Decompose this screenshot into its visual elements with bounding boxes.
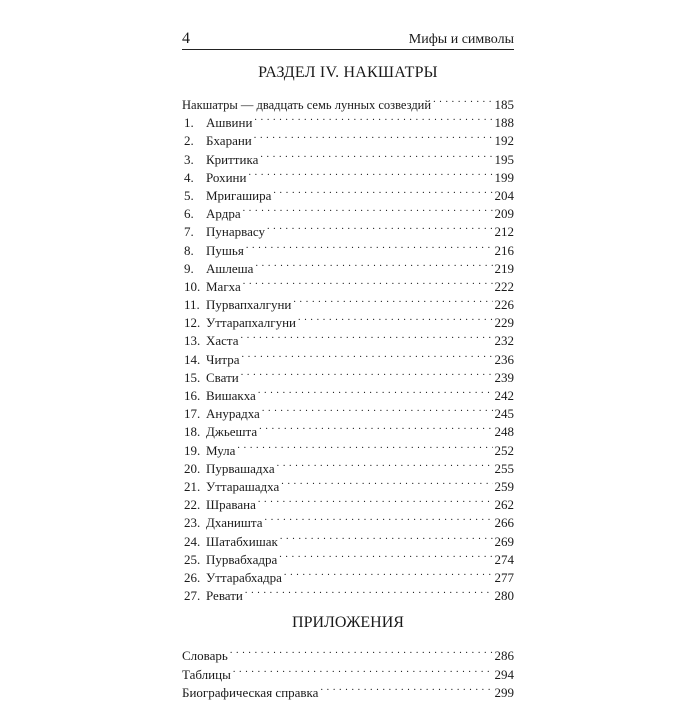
- toc-entry-page: 262: [494, 497, 514, 513]
- toc-entry-page: 277: [494, 569, 514, 585]
- running-title: Мифы и символы: [408, 32, 514, 47]
- toc-entry-page: 252: [494, 442, 514, 458]
- toc-entry-title: Мригашира: [206, 187, 272, 203]
- toc-entry-number: 13.: [184, 333, 201, 349]
- toc-entry-title: Хаста: [206, 333, 239, 349]
- toc-entry-label: [182, 169, 246, 187]
- toc-entry-page: 236: [494, 351, 514, 367]
- toc-entry-number: 15.: [184, 369, 201, 385]
- toc-entry-label: [182, 351, 240, 369]
- toc-entry-page: 280: [494, 588, 514, 604]
- toc-entry-page: 242: [494, 388, 514, 403]
- toc-entry-title: Уттарашадха: [206, 478, 280, 494]
- toc-entry-label: [182, 647, 228, 666]
- toc-entry-title: Дханишта: [206, 515, 263, 531]
- leader-dots: [433, 91, 492, 109]
- toc-entry-number: 3.: [184, 151, 194, 167]
- toc-entry-title: Мула: [206, 442, 236, 458]
- toc-entry-intro: [182, 91, 514, 112]
- toc-entry-label: [182, 205, 241, 223]
- toc-entry-number: 26.: [184, 569, 201, 585]
- leader-dots: [273, 182, 492, 200]
- leader-dots: [260, 146, 492, 164]
- toc-entry-label: [182, 132, 252, 150]
- toc-entry-number: 17.: [184, 406, 201, 422]
- toc-entry-title: Магха: [206, 278, 241, 294]
- toc-entry-title: Пурвапхалгуни: [206, 297, 292, 313]
- toc-entry-label: [182, 114, 252, 132]
- toc-entry-number: 27.: [184, 588, 201, 604]
- toc-entry-number: 11.: [184, 297, 200, 313]
- toc-entry-page: 248: [494, 424, 514, 440]
- toc-entry-number: 10.: [184, 278, 201, 294]
- toc-entry-number: 21.: [184, 478, 201, 494]
- toc-entry-number: 9.: [184, 260, 194, 276]
- toc-entry-page: 209: [494, 206, 514, 222]
- toc-entry-label: [182, 278, 241, 296]
- toc-entry-page: 299: [494, 685, 514, 701]
- toc-entry-title: Таблицы: [182, 666, 231, 682]
- toc-entry-label: [182, 460, 275, 478]
- toc-entry-title: Джьешта: [206, 424, 258, 440]
- leader-dots: [258, 382, 493, 400]
- leader-dots: [298, 309, 493, 327]
- toc-entry-label: [182, 387, 256, 405]
- leader-dots: [243, 273, 493, 291]
- toc-entry-number: 25.: [184, 551, 201, 567]
- toc-entry-title: Свати: [206, 369, 239, 385]
- toc-entry-title: Рохини: [206, 169, 247, 185]
- toc-entry-number: 24.: [184, 533, 201, 549]
- running-header: [182, 28, 514, 50]
- appendix-title: ПРИЛОЖЕНИЯ: [292, 614, 404, 632]
- appendix-items: [182, 642, 514, 701]
- leader-dots: [293, 291, 492, 309]
- toc-entry-number: 6.: [184, 206, 194, 222]
- toc-entry-label: [182, 442, 235, 460]
- toc-entry-title: Пурвабхадра: [206, 551, 278, 567]
- toc-entry-number: 16.: [184, 388, 201, 403]
- leader-dots: [320, 679, 492, 697]
- toc-entry-number: 22.: [184, 497, 201, 513]
- toc-entry-label: [182, 405, 260, 423]
- toc-entry-title: Анурадха: [206, 406, 260, 422]
- toc-entry-label: [182, 242, 244, 260]
- toc-entry-number: 5.: [184, 187, 194, 203]
- toc-entry-page: 232: [494, 333, 514, 349]
- toc-entry-title: Биографическая справка: [182, 685, 319, 701]
- toc-entry-page: 294: [494, 666, 514, 682]
- toc-entry-page: 185: [494, 97, 514, 112]
- toc-entry-page: 245: [494, 406, 514, 422]
- toc-entry-label: [182, 151, 258, 169]
- page-number: 4: [182, 30, 190, 47]
- toc-entry-label: [182, 684, 318, 703]
- toc-entry-title: Пушья: [206, 242, 244, 258]
- toc-entry-title: Ашвини: [206, 115, 253, 131]
- toc-entry-number: 7.: [184, 224, 194, 240]
- toc-entry-page: 199: [494, 169, 514, 185]
- leader-dots: [255, 255, 492, 273]
- toc-entry-title: Пурвашадха: [206, 460, 275, 476]
- toc-entry-title: Криттика: [206, 151, 259, 167]
- toc-entry-page: 195: [494, 151, 514, 167]
- leader-dots: [277, 455, 493, 473]
- section-items: [182, 109, 514, 604]
- toc-entry-number: 1.: [184, 115, 194, 131]
- toc-entry-page: 259: [494, 478, 514, 494]
- toc-entry-page: 229: [494, 315, 514, 331]
- leader-dots: [262, 400, 493, 418]
- toc-entry-page: 222: [494, 278, 514, 294]
- toc-entry-label: Накшатры — двадцать семь лунных созвездий: [182, 98, 432, 112]
- toc-entry-title: Читра: [206, 351, 240, 367]
- toc-entry-title: Ашлеша: [206, 260, 254, 276]
- toc-entry-page: 286: [494, 648, 514, 664]
- leader-dots: [280, 528, 493, 546]
- toc-entry-number: 4.: [184, 169, 194, 185]
- leader-dots: [254, 109, 492, 127]
- leader-dots: [281, 473, 492, 491]
- toc-entry-label: [182, 496, 256, 514]
- toc-entry-page: 216: [494, 242, 514, 258]
- toc-entry-number: 8.: [184, 242, 194, 258]
- section-title: РАЗДЕЛ IV. НАКШАТРЫ: [258, 64, 438, 81]
- leader-dots: [246, 237, 493, 255]
- toc-entry-title: Ревати: [206, 588, 243, 604]
- toc-entry-page: 255: [494, 460, 514, 476]
- toc-entry-page: 192: [494, 133, 514, 149]
- leader-dots: [267, 218, 493, 236]
- toc-entry-title: Вишакха: [206, 388, 256, 403]
- toc-entry-title: Бхарани: [206, 133, 252, 149]
- leader-dots: [284, 564, 493, 582]
- toc-entry-title: Шравана: [206, 497, 256, 513]
- leader-dots: [248, 164, 492, 182]
- toc-entry-number: 23.: [184, 515, 201, 531]
- toc-entry-page: 274: [494, 551, 514, 567]
- toc-entry-page: 226: [494, 297, 514, 313]
- leader-dots: [241, 364, 493, 382]
- toc-entry-title: Уттарапхалгуни: [206, 315, 296, 331]
- toc-entry: [182, 642, 514, 664]
- leader-dots: [230, 642, 493, 660]
- toc-entry-page: 269: [494, 533, 514, 549]
- leader-dots: [241, 327, 493, 345]
- toc-entry-label: [182, 514, 263, 532]
- toc-entry-page: 219: [494, 260, 514, 276]
- leader-dots: [237, 437, 492, 455]
- leader-dots: [254, 127, 493, 145]
- toc-entry-label: [182, 587, 243, 605]
- leader-dots: [245, 582, 493, 600]
- toc-entry-page: 239: [494, 369, 514, 385]
- toc-entry-number: 19.: [184, 442, 201, 458]
- toc-entry-page: 266: [494, 515, 514, 531]
- toc-entry-title: Словарь: [182, 648, 228, 664]
- leader-dots: [279, 546, 492, 564]
- toc-entry-label: [182, 551, 277, 569]
- toc-page: [182, 28, 514, 701]
- toc-entry-number: 14.: [184, 351, 201, 367]
- toc-entry-page: 188: [494, 115, 514, 131]
- toc-entry-title: Ардра: [206, 206, 241, 222]
- toc-entry-page: 204: [494, 187, 514, 203]
- leader-dots: [242, 346, 493, 364]
- leader-dots: [265, 509, 493, 527]
- toc-entry-title: Шатабхишак: [206, 533, 278, 549]
- toc-entry-label: [182, 666, 231, 685]
- toc-entry-number: 18.: [184, 424, 201, 440]
- toc-entry-number: 20.: [184, 460, 201, 476]
- toc-entry: [182, 661, 514, 680]
- toc-entry-title: Уттарабхадра: [206, 569, 282, 585]
- toc-entry-label: [182, 533, 278, 551]
- toc-entry-title: Пунарвасу: [206, 224, 265, 240]
- leader-dots: [258, 491, 493, 509]
- toc-entry-label: [182, 296, 291, 314]
- leader-dots: [259, 418, 492, 436]
- toc-entry-page: 212: [494, 224, 514, 240]
- leader-dots: [243, 200, 493, 218]
- toc-entry: [182, 679, 514, 701]
- toc-entry-number: 12.: [184, 315, 201, 331]
- toc-entry-number: 2.: [184, 133, 194, 149]
- leader-dots: [233, 661, 493, 679]
- toc-entry-label: [182, 369, 239, 387]
- toc-entry-label: [182, 332, 239, 350]
